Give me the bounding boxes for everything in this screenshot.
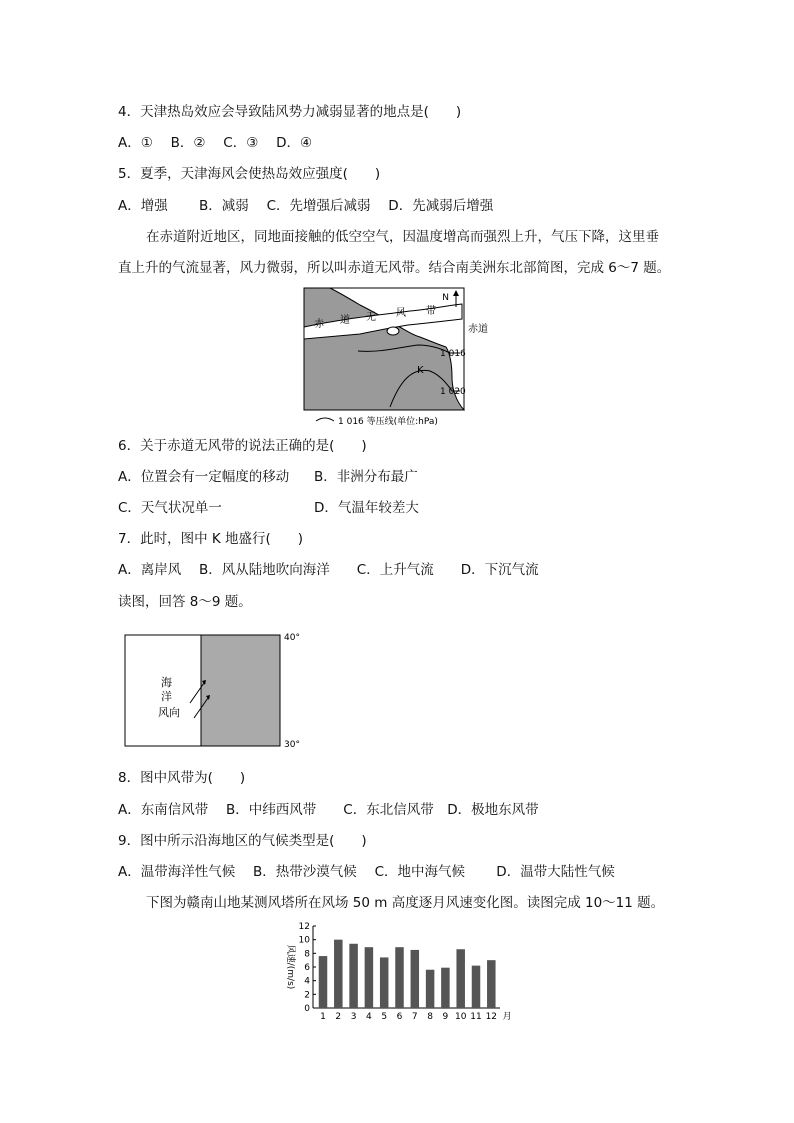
north-label: N (442, 293, 449, 303)
q8-stem: 8．图中风带为( ) (118, 770, 246, 786)
q6-opt-c: C．天气状况单一 (118, 500, 222, 516)
x-tick-label: 4 (366, 1012, 372, 1022)
lake-shape (387, 327, 399, 335)
bar-5 (380, 957, 389, 1008)
y-tick-label: 8 (304, 949, 310, 960)
band-char-4: 风 (396, 308, 406, 319)
y-axis-label: 风速/(m/s) (285, 944, 295, 990)
intro-8-9: 读图，回答 8～9 题。 (118, 594, 252, 610)
band-char-5: 带 (426, 306, 436, 317)
isobar-1020-label: 1 020 (440, 387, 466, 397)
bar-11 (472, 966, 481, 1008)
x-tick-label: 11 (470, 1012, 482, 1022)
map1-legend: 1 016 等压线(单位:hPa) (338, 417, 438, 427)
q9-options: A．温带海洋性气候 B．热带沙漠气候 C．地中海气候 D．温带大陆性气候 (118, 864, 615, 880)
q6-stem: 6．关于赤道无风带的说法正确的是( ) (118, 438, 367, 454)
y-tick-label: 12 (298, 922, 310, 932)
y-tick-label: 10 (298, 935, 310, 946)
bar-10 (456, 949, 465, 1008)
x-tick-label: 1 (320, 1012, 326, 1022)
y-tick-label: 4 (304, 976, 310, 987)
q6-opt-d: D．气温年较差大 (314, 500, 419, 516)
equator-label: 赤道 (468, 324, 488, 335)
bar-7 (411, 950, 420, 1008)
q6-opt-b: B．非洲分布最广 (314, 469, 418, 485)
south-america-map (300, 285, 500, 430)
q4-stem: 4．天津热岛效应会导致陆风势力减弱显著的地点是( ) (118, 104, 462, 120)
sea-char-1: 海 (161, 676, 172, 689)
isobar-1016-label: 1 016 (440, 349, 466, 359)
x-tick-label: 9 (442, 1012, 449, 1022)
q7-stem: 7．此时，图中 K 地盛行( ) (118, 531, 304, 547)
band-char-1: 赤 (314, 319, 324, 330)
sea-char-2: 洋 (161, 690, 172, 703)
bar-9 (441, 968, 450, 1008)
passage1-line1: 在赤道附近地区，同地面接触的低空空气，因温度增高而强烈上升，气压下降，这里垂 (146, 229, 659, 245)
bar-8 (426, 970, 435, 1008)
band-char-3: 无 (366, 312, 376, 323)
band-char-2: 道 (340, 315, 350, 326)
legend-isobar-icon (316, 418, 334, 421)
wind-speed-chart (282, 916, 522, 1024)
q4-options: A．① B．② C．③ D．④ (118, 135, 313, 151)
bar-1 (319, 956, 328, 1008)
q8-options: A．东南信风带 B．中纬西风带 C．东北信风带 D．极地东风带 (118, 802, 539, 818)
q5-stem: 5．夏季，天津海风会使热岛效应强度( ) (118, 166, 381, 182)
x-tick-label: 3 (350, 1012, 357, 1022)
q7-options: A．离岸风 B．风从陆地吹向海洋 C．上升气流 D．下沉气流 (118, 562, 539, 578)
q5-options: A．增强 B．减弱 C．先增强后减弱 D．先减弱后增强 (118, 198, 494, 214)
passage2: 下图为赣南山地某测风塔所在风场 50 m 高度逐月风速变化图。读图完成 10～11 题。 (146, 895, 665, 911)
x-tick-label: 12 (485, 1012, 498, 1022)
x-tick-label: 7 (411, 1012, 418, 1022)
y-tick-label: 0 (304, 1004, 310, 1014)
q9-stem: 9．图中所示沿海地区的气候类型是( ) (118, 833, 367, 849)
wind-direction-label: 风向 (158, 706, 180, 719)
x-tick-label: 5 (381, 1012, 388, 1022)
bar-4 (365, 947, 374, 1008)
point-k-label: K (417, 365, 424, 376)
x-tick-label: 10 (454, 1012, 467, 1022)
x-tick-label: 8 (427, 1012, 433, 1022)
q6-opt-a: A．位置会有一定幅度的移动 (118, 469, 290, 485)
lat-30-label: 30° (284, 740, 300, 750)
bar-12 (487, 960, 496, 1008)
bar-6 (395, 947, 404, 1008)
y-tick-label: 6 (304, 963, 310, 973)
x-tick-label: 6 (396, 1012, 403, 1022)
land-block (201, 635, 280, 746)
x-unit-label: 月 (502, 1012, 512, 1022)
bar-3 (349, 944, 358, 1008)
bar-2 (334, 940, 343, 1008)
wind-belt-map (118, 628, 318, 754)
passage1-line2: 直上升的气流显著，风力微弱，所以叫赤道无风带。结合南美洲东北部简图，完成 6～7 题。 (118, 260, 671, 276)
y-tick-label: 2 (304, 990, 310, 1001)
lat-40-label: 40° (284, 633, 300, 643)
x-tick-label: 2 (335, 1012, 342, 1022)
